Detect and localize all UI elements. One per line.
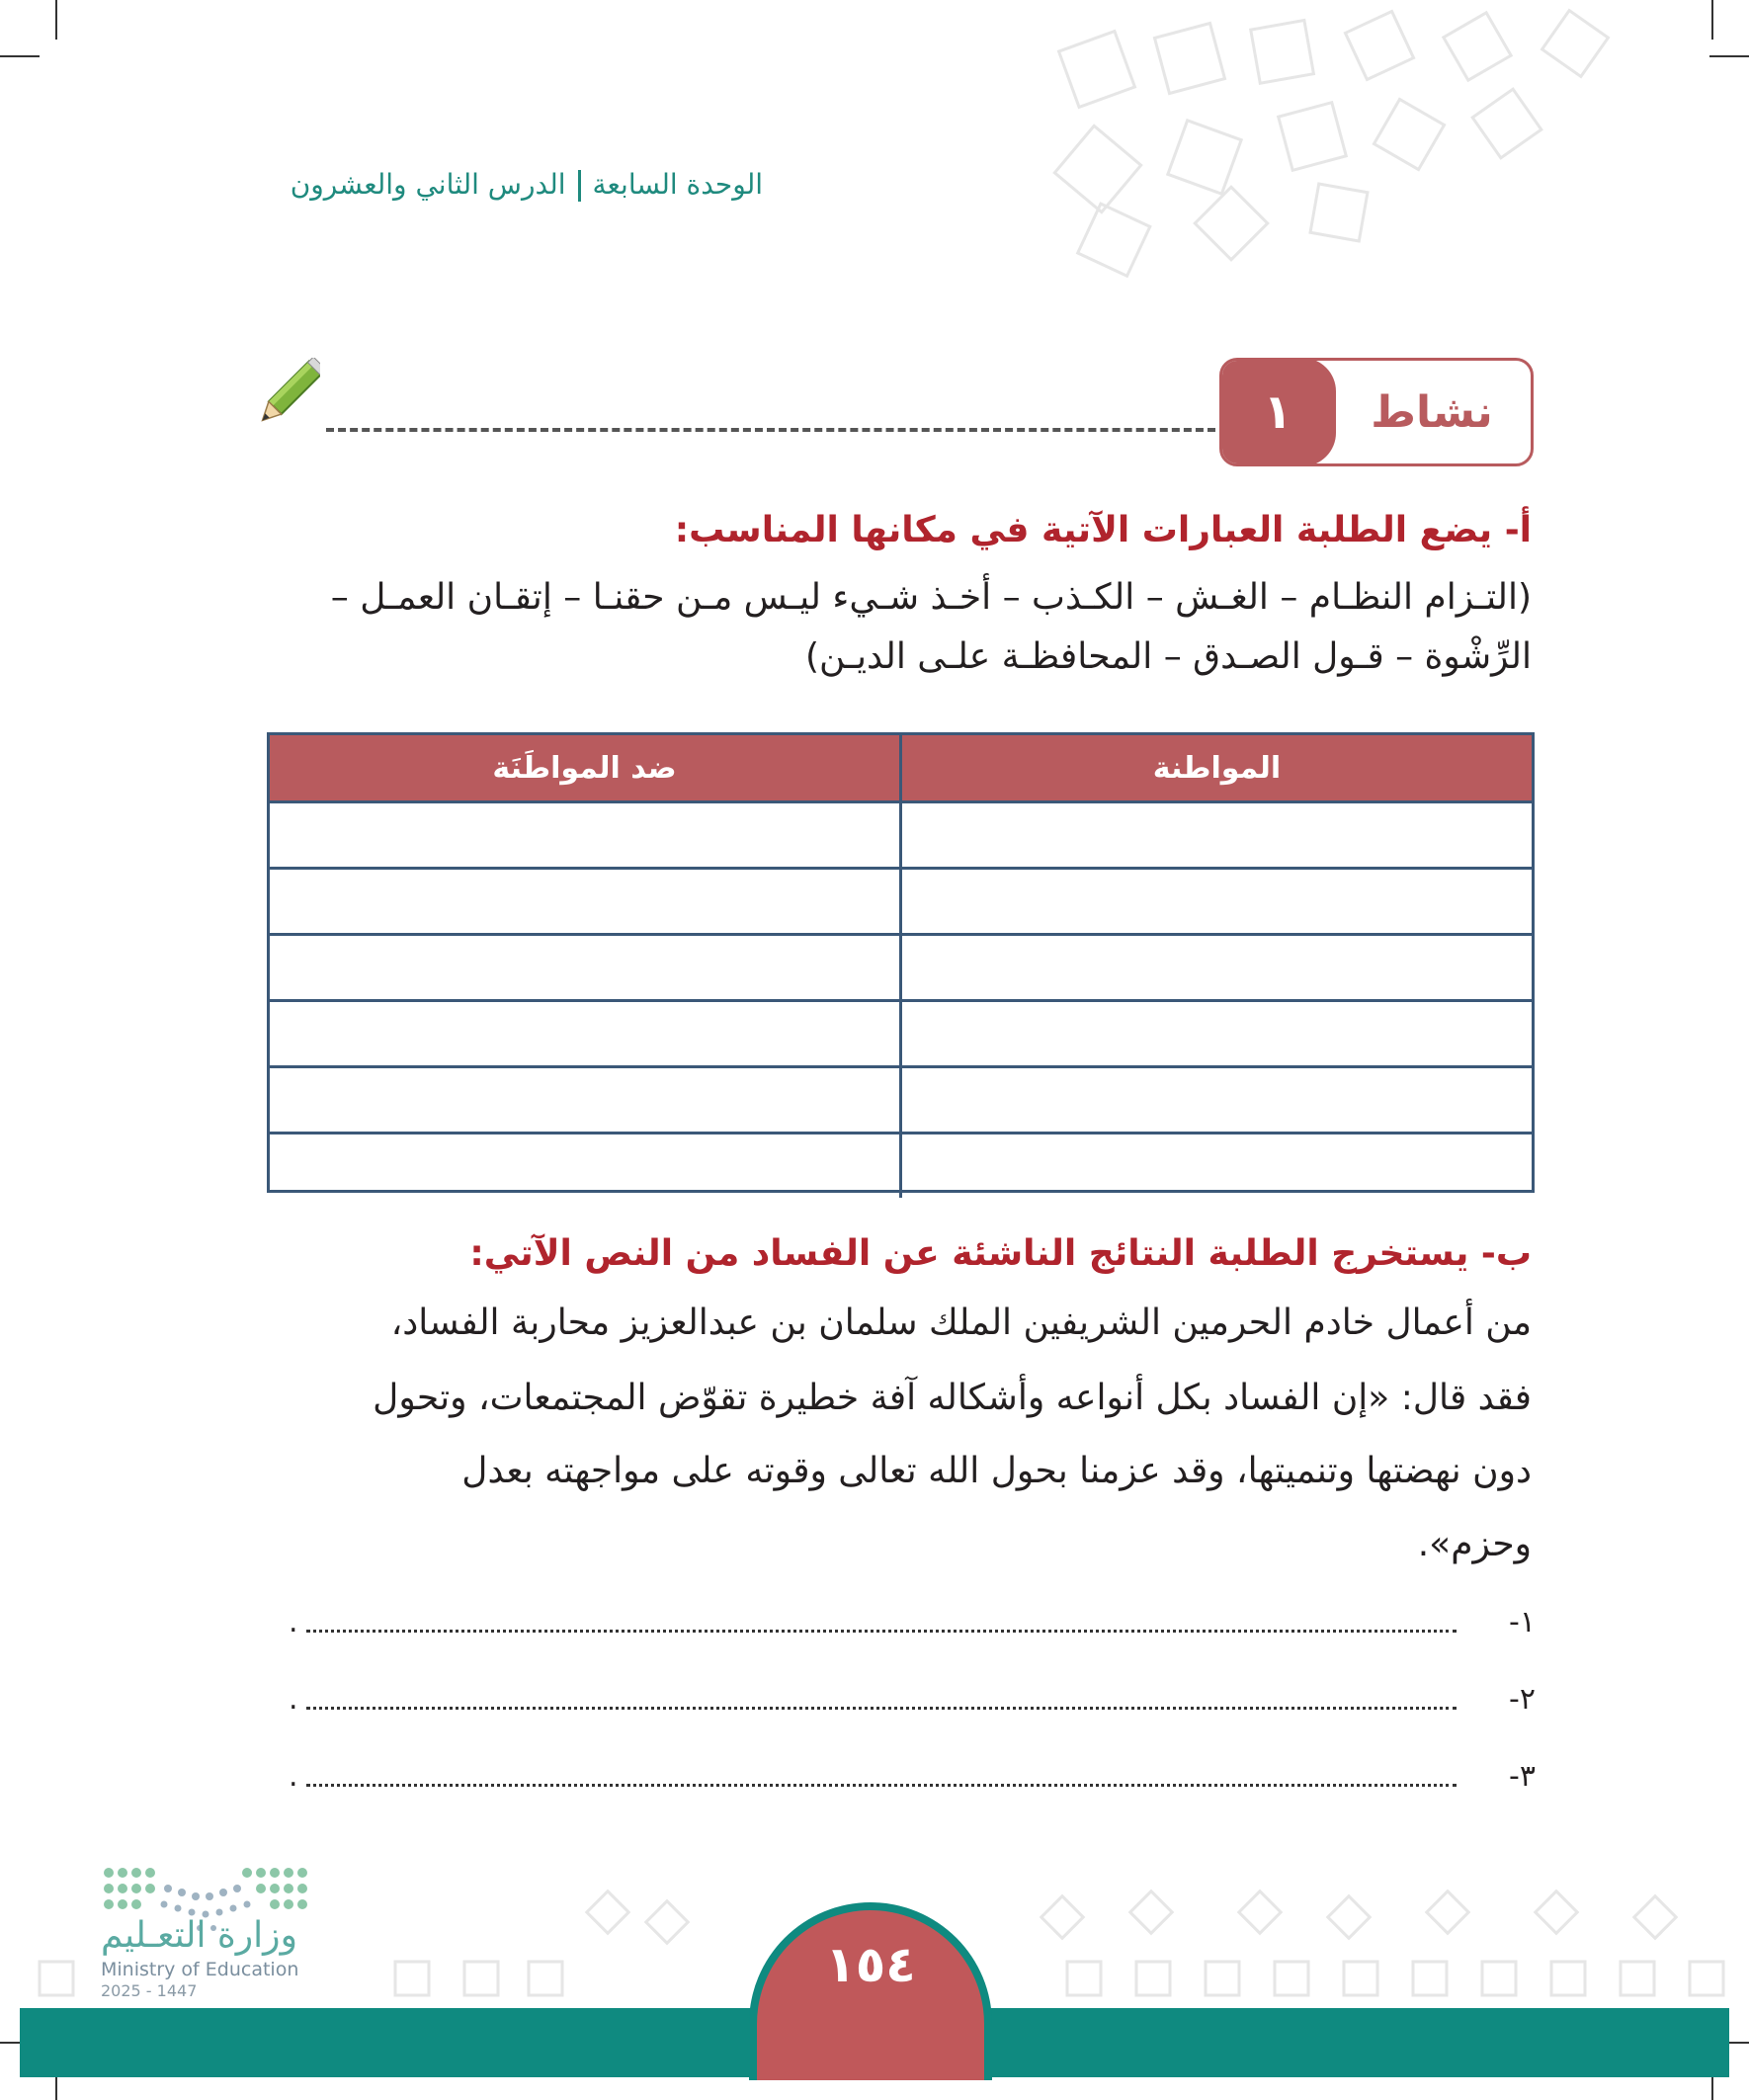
crop-mark bbox=[0, 55, 40, 57]
section-a-heading: أ- يضع الطلبة العبارات الآتية في مكانها المناسب: bbox=[674, 510, 1532, 550]
table-row bbox=[270, 935, 1532, 1001]
answer-dots bbox=[306, 1630, 1457, 1633]
activity-tab bbox=[1219, 358, 1534, 466]
table-row bbox=[270, 1134, 1532, 1199]
answer-number: ٢- bbox=[1509, 1682, 1536, 1717]
page-number: ١٥٤ bbox=[825, 1936, 916, 1993]
answer-period: . bbox=[289, 1605, 298, 1639]
pencil-icon bbox=[255, 358, 320, 433]
table-row bbox=[270, 1067, 1532, 1134]
phrases-line-2: الرِّشْوة – قـول الصـدق – المحافظـة علـى الديـن) bbox=[804, 636, 1532, 677]
ministry-name-english: Ministry of Education bbox=[101, 1959, 299, 1980]
column-header-anti-citizenship: ضد المواطَنَة bbox=[270, 735, 901, 802]
column-header-citizenship: المواطنة bbox=[901, 735, 1533, 802]
answer-dots bbox=[306, 1707, 1457, 1710]
crop-mark bbox=[1711, 0, 1713, 40]
phrases-line-1: (التـزام النظـام – الغـش – الكـذب – أخـذ شـيء ليـس مـن حقنـا – إتقـان العمـل – bbox=[330, 577, 1532, 618]
activity-label: نشاط bbox=[1371, 386, 1493, 438]
section-b-heading: ب- يستخرج الطلبة النتائج الناشئة عن الفساد من النص الآتي: bbox=[469, 1233, 1532, 1274]
ministry-year: 2025 - 1447 bbox=[101, 1981, 198, 2000]
page-header bbox=[291, 168, 763, 202]
quote-line-2: فقد قال: «إن الفساد بكل أنواعه وأشكاله آفة خطيرة تقوّض المجتمعات، وتحول bbox=[373, 1378, 1532, 1418]
table-cell[interactable] bbox=[901, 1067, 1533, 1134]
table-cell[interactable] bbox=[901, 1134, 1533, 1199]
table-cell[interactable] bbox=[270, 802, 901, 869]
table-cell[interactable] bbox=[270, 935, 901, 1001]
table-cell[interactable] bbox=[901, 869, 1533, 935]
table-cell[interactable] bbox=[901, 935, 1533, 1001]
answer-line-1[interactable] bbox=[289, 1603, 1536, 1642]
activity-divider bbox=[326, 428, 1215, 432]
answer-period: . bbox=[289, 1759, 298, 1794]
header-separator bbox=[578, 170, 581, 202]
activity-number: ١ bbox=[1219, 358, 1336, 466]
quote-line-4: وحزم». bbox=[1417, 1524, 1532, 1564]
table-row bbox=[270, 802, 1532, 869]
answer-number: ١- bbox=[1509, 1605, 1536, 1639]
answer-dots bbox=[306, 1784, 1457, 1787]
answer-line-3[interactable] bbox=[289, 1757, 1536, 1797]
lesson-title: الدرس الثاني والعشرون bbox=[290, 168, 566, 201]
crop-mark bbox=[55, 0, 57, 40]
table-cell[interactable] bbox=[270, 1001, 901, 1067]
table-cell[interactable] bbox=[270, 869, 901, 935]
answer-number: ٣- bbox=[1509, 1759, 1536, 1794]
table-row bbox=[270, 869, 1532, 935]
table-cell[interactable] bbox=[901, 802, 1533, 869]
citizenship-table bbox=[267, 732, 1535, 1193]
quote-line-3: دون نهضتها وتنميتها، وقد عزمنا بحول الله تعالى وقوته على مواجهته بعدل bbox=[461, 1451, 1532, 1491]
answer-period: . bbox=[289, 1682, 298, 1717]
table-cell[interactable] bbox=[270, 1067, 901, 1134]
table-row bbox=[270, 1001, 1532, 1067]
quote-line-1: من أعمال خادم الحرمين الشريفين الملك سلمان بن عبدالعزيز محاربة الفساد، bbox=[390, 1302, 1532, 1343]
table-cell[interactable] bbox=[270, 1134, 901, 1199]
ministry-name-arabic: وزارة التعـليم bbox=[101, 1915, 297, 1956]
answer-line-2[interactable] bbox=[289, 1680, 1536, 1720]
crop-mark bbox=[1709, 55, 1749, 57]
table-cell[interactable] bbox=[901, 1001, 1533, 1067]
unit-title: الوحدة السابعة bbox=[592, 168, 763, 201]
